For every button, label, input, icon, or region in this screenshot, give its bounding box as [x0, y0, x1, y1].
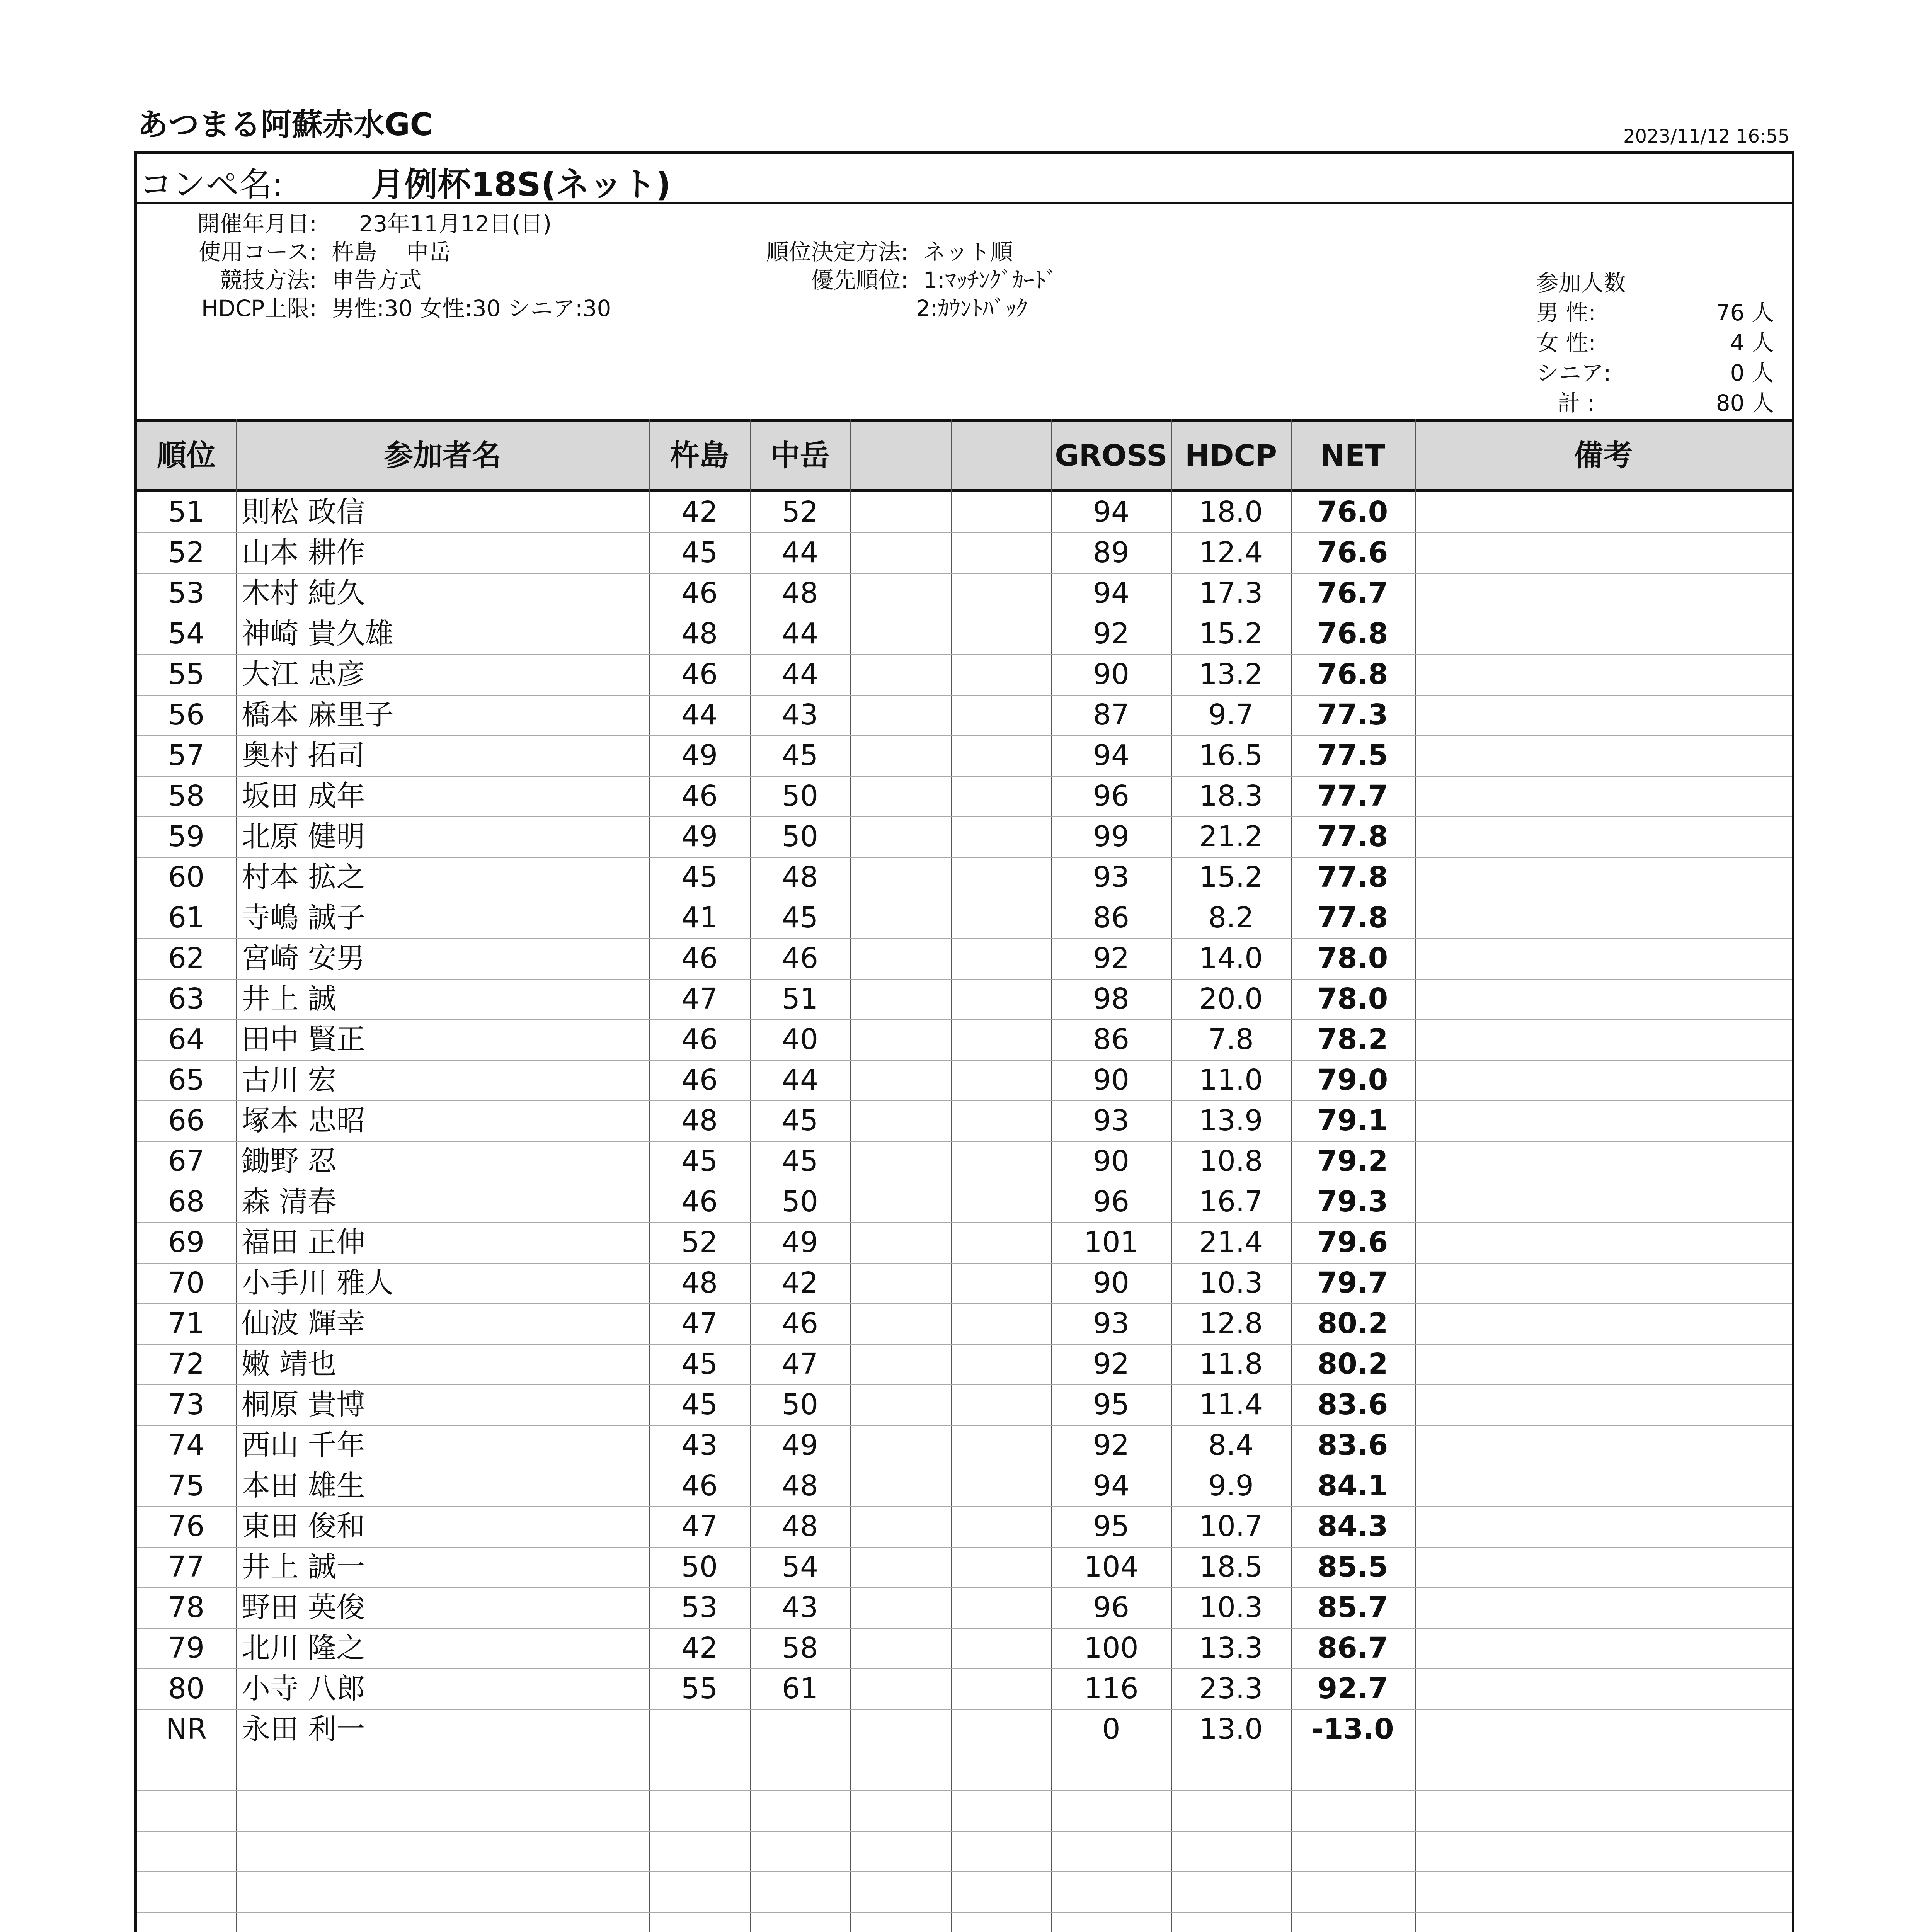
cell-nakadake: 48 — [781, 1469, 819, 1502]
cell-hdcp: 18.5 — [1199, 1550, 1263, 1583]
cell-rank: 59 — [168, 820, 205, 853]
cell-kishima: 46 — [681, 942, 718, 975]
info-course — [147, 234, 451, 266]
cell-nakadake: 45 — [781, 739, 819, 772]
cell-rank: 73 — [168, 1388, 205, 1421]
cell-hdcp: 9.7 — [1208, 698, 1254, 731]
cell-rank: 63 — [168, 982, 205, 1015]
cell-kishima: 47 — [681, 1510, 718, 1543]
cell-net: 79.2 — [1317, 1145, 1388, 1178]
column-divider — [951, 419, 952, 1932]
cell-net: 78.2 — [1317, 1023, 1388, 1056]
participants-total-label: 計 : — [1558, 390, 1595, 416]
cell-nakadake: 54 — [781, 1550, 819, 1583]
cell-rank: 57 — [168, 739, 205, 772]
cell-net: 76.7 — [1317, 577, 1388, 610]
cell-hdcp: 21.2 — [1199, 820, 1263, 853]
cell-kishima: 46 — [681, 577, 718, 610]
cell-hdcp: 16.5 — [1199, 739, 1263, 772]
cell-hdcp: 17.3 — [1199, 577, 1263, 610]
cell-net: 79.7 — [1317, 1266, 1388, 1299]
col-header-hdcp: HDCP — [1185, 438, 1277, 473]
cell-rank: 64 — [168, 1023, 205, 1056]
cell-name: 橋本 麻里子 — [242, 698, 394, 731]
cell-kishima: 48 — [681, 617, 718, 650]
cell-kishima: 45 — [681, 1388, 718, 1421]
cell-gross: 92 — [1093, 942, 1130, 975]
cell-hdcp: 10.8 — [1199, 1145, 1263, 1178]
cell-nakadake: 61 — [781, 1672, 819, 1705]
cell-name: 西山 千年 — [242, 1429, 365, 1462]
cell-hdcp: 8.4 — [1208, 1429, 1254, 1462]
cell-rank: 66 — [168, 1104, 205, 1137]
cell-name: 東田 俊和 — [242, 1510, 365, 1543]
participants-female-label: 女 性: — [1536, 330, 1596, 356]
cell-hdcp: 13.9 — [1199, 1104, 1263, 1137]
cell-kishima: 45 — [681, 1145, 718, 1178]
cell-nakadake: 44 — [781, 536, 819, 569]
info-course-label: 使用コース: — [198, 239, 317, 265]
info-date-value: 23年11月12日(日) — [359, 211, 552, 237]
cell-gross: 94 — [1093, 1469, 1130, 1502]
cell-nakadake: 43 — [781, 698, 819, 731]
cell-rank: 71 — [168, 1307, 205, 1340]
cell-rank: 67 — [168, 1145, 205, 1178]
cell-net: 77.3 — [1317, 698, 1388, 731]
info-ranking — [727, 234, 1013, 266]
cell-name: 小寺 八郎 — [242, 1672, 365, 1705]
cell-gross: 86 — [1093, 1023, 1130, 1056]
cell-nakadake: 45 — [781, 901, 819, 934]
cell-rank: 74 — [168, 1429, 205, 1462]
info-priority-2: 2:ｶｳﾝﾄﾊﾞｯｸ — [916, 295, 1028, 321]
info-hdcp-label: HDCP上限: — [201, 295, 317, 321]
cell-hdcp: 11.0 — [1199, 1063, 1263, 1097]
cell-rank: 68 — [168, 1185, 205, 1218]
cell-rank: 65 — [168, 1063, 205, 1097]
cell-gross: 95 — [1093, 1510, 1130, 1543]
cell-kishima: 46 — [681, 779, 718, 813]
cell-net: 79.0 — [1317, 1063, 1388, 1097]
cell-net: 83.6 — [1317, 1429, 1388, 1462]
info-ranking-label: 順位決定方法: — [766, 239, 908, 265]
cell-gross: 101 — [1084, 1226, 1139, 1259]
cell-gross: 90 — [1093, 1063, 1130, 1097]
cell-rank: 61 — [168, 901, 205, 934]
cell-kishima: 45 — [681, 1347, 718, 1381]
cell-nakadake: 42 — [781, 1266, 819, 1299]
cell-nakadake: 58 — [781, 1631, 819, 1665]
cell-gross: 87 — [1093, 698, 1130, 731]
cell-nakadake: 44 — [781, 617, 819, 650]
row-divider — [137, 1790, 1792, 1791]
cell-hdcp: 7.8 — [1208, 1023, 1254, 1056]
info-hdcp-value: 男性:30 女性:30 シニア:30 — [332, 295, 611, 321]
info-method — [147, 262, 421, 294]
cell-kishima: 46 — [681, 1023, 718, 1056]
cell-rank: 69 — [168, 1226, 205, 1259]
cell-net: 79.3 — [1317, 1185, 1388, 1218]
info-priority-1: 1:ﾏｯﾁﾝｸﾞｶｰﾄﾞ — [923, 267, 1057, 293]
cell-nakadake: 45 — [781, 1145, 819, 1178]
cell-gross: 96 — [1093, 779, 1130, 813]
cell-hdcp: 15.2 — [1199, 617, 1263, 650]
cell-nakadake: 44 — [781, 1063, 819, 1097]
col-header-gross: GROSS — [1055, 438, 1168, 473]
cell-net: 77.8 — [1317, 901, 1388, 934]
cell-name: 奥村 拓司 — [242, 739, 365, 772]
cell-hdcp: 10.3 — [1199, 1266, 1263, 1299]
cell-gross: 99 — [1093, 820, 1130, 853]
cell-hdcp: 20.0 — [1199, 982, 1263, 1015]
cell-net: 84.1 — [1317, 1469, 1388, 1502]
cell-gross: 96 — [1093, 1591, 1130, 1624]
cell-rank: 53 — [168, 577, 205, 610]
cell-kishima: 52 — [681, 1226, 718, 1259]
cell-nakadake: 49 — [781, 1226, 819, 1259]
cell-kishima: 50 — [681, 1550, 718, 1583]
column-divider — [1415, 419, 1416, 1932]
cell-nakadake: 47 — [781, 1347, 819, 1381]
cell-rank: 55 — [168, 658, 205, 691]
cell-net: 92.7 — [1317, 1672, 1388, 1705]
cell-gross: 89 — [1093, 536, 1130, 569]
cell-name: 北川 隆之 — [242, 1631, 365, 1665]
cell-net: 85.5 — [1317, 1550, 1388, 1583]
col-header-kishima: 杵島 — [670, 438, 729, 473]
cell-name: 塚本 忠昭 — [242, 1104, 365, 1137]
competition-label: コンペ名: — [139, 165, 283, 204]
cell-hdcp: 13.3 — [1199, 1631, 1263, 1665]
cell-name: 小手川 雅人 — [242, 1266, 394, 1299]
cell-net: 76.6 — [1317, 536, 1388, 569]
cell-nakadake — [750, 1709, 850, 1750]
cell-hdcp: 16.7 — [1199, 1185, 1263, 1218]
cell-gross: 100 — [1084, 1631, 1139, 1665]
cell-net: 77.5 — [1317, 739, 1388, 772]
cell-name: 大江 忠彦 — [242, 658, 365, 691]
info-method-value: 申告方式 — [332, 267, 422, 293]
cell-nakadake: 52 — [781, 495, 819, 529]
cell-nakadake: 51 — [781, 982, 819, 1015]
cell-rank: 76 — [168, 1510, 205, 1543]
cell-kishima: 45 — [681, 536, 718, 569]
cell-name: 村本 拡之 — [242, 861, 365, 894]
cell-gross: 93 — [1093, 1307, 1130, 1340]
cell-nakadake: 50 — [781, 779, 819, 813]
cell-net: 77.7 — [1317, 779, 1388, 813]
cell-nakadake: 40 — [781, 1023, 819, 1056]
cell-net: 79.1 — [1317, 1104, 1388, 1137]
col-header-rank: 順位 — [157, 438, 216, 473]
cell-gross: 95 — [1093, 1388, 1130, 1421]
col-header-remarks: 備考 — [1574, 438, 1633, 473]
info-hdcp — [147, 290, 611, 323]
cell-name: 神崎 貴久雄 — [242, 617, 394, 650]
participants-senior-label: シニア: — [1536, 360, 1611, 386]
cell-name: 山本 耕作 — [242, 536, 365, 569]
cell-rank: 51 — [168, 495, 205, 529]
cell-name: 田中 賢正 — [242, 1023, 365, 1056]
cell-kishima: 42 — [681, 495, 718, 529]
cell-rank: 52 — [168, 536, 205, 569]
cell-net: 80.2 — [1317, 1307, 1388, 1340]
cell-name: 嫩 靖也 — [242, 1347, 337, 1381]
cell-nakadake: 46 — [781, 942, 819, 975]
cell-gross: 93 — [1093, 861, 1130, 894]
cell-kishima: 46 — [681, 1185, 718, 1218]
cell-hdcp: 15.2 — [1199, 861, 1263, 894]
cell-kishima: 43 — [681, 1429, 718, 1462]
cell-name: 永田 利一 — [242, 1713, 365, 1746]
cell-rank: 60 — [168, 861, 205, 894]
cell-name: 鋤野 忍 — [242, 1145, 337, 1178]
cell-name: 宮崎 安男 — [242, 942, 365, 975]
cell-name: 森 清春 — [242, 1185, 337, 1218]
cell-gross: 90 — [1093, 1266, 1130, 1299]
cell-hdcp: 12.4 — [1199, 536, 1263, 569]
cell-hdcp: 23.3 — [1199, 1672, 1263, 1705]
cell-hdcp: 12.8 — [1199, 1307, 1263, 1340]
cell-kishima: 49 — [681, 739, 718, 772]
cell-rank: 58 — [168, 779, 205, 813]
cell-net: 76.0 — [1317, 495, 1388, 529]
cell-rank: 78 — [168, 1591, 205, 1624]
cell-kishima: 45 — [681, 861, 718, 894]
column-divider — [236, 419, 237, 1932]
cell-rank: 54 — [168, 617, 205, 650]
cell-net: -13.0 — [1311, 1713, 1394, 1746]
cell-nakadake: 49 — [781, 1429, 819, 1462]
cell-nakadake: 48 — [781, 577, 819, 610]
cell-name: 仙波 輝幸 — [242, 1307, 365, 1340]
row-divider — [137, 1871, 1792, 1872]
cell-rank: 80 — [168, 1672, 205, 1705]
cell-net: 76.8 — [1317, 617, 1388, 650]
cell-hdcp: 13.0 — [1199, 1713, 1263, 1746]
info-method-label: 競技方法: — [220, 267, 317, 293]
cell-kishima: 55 — [681, 1672, 718, 1705]
cell-nakadake: 50 — [781, 820, 819, 853]
cell-nakadake: 44 — [781, 658, 819, 691]
cell-kishima: 47 — [681, 982, 718, 1015]
col-header-nakadake: 中岳 — [771, 438, 829, 473]
cell-net: 78.0 — [1317, 982, 1388, 1015]
cell-kishima: 41 — [681, 901, 718, 934]
cell-gross: 98 — [1093, 982, 1130, 1015]
cell-kishima: 42 — [681, 1631, 718, 1665]
cell-gross: 90 — [1093, 1145, 1130, 1178]
col-header-net: NET — [1320, 438, 1385, 473]
cell-net: 78.0 — [1317, 942, 1388, 975]
cell-nakadake: 43 — [781, 1591, 819, 1624]
cell-name: 北原 健明 — [242, 820, 365, 853]
info-priority — [727, 262, 1057, 294]
info-date-label: 開催年月日: — [197, 211, 317, 237]
cell-name: 桐原 貴博 — [242, 1388, 365, 1421]
cell-gross: 96 — [1093, 1185, 1130, 1218]
cell-hdcp: 18.3 — [1199, 779, 1263, 813]
cell-rank: 72 — [168, 1347, 205, 1381]
cell-gross: 90 — [1093, 658, 1130, 691]
cell-net: 83.6 — [1317, 1388, 1388, 1421]
cell-hdcp: 21.4 — [1199, 1226, 1263, 1259]
cell-rank: 79 — [168, 1631, 205, 1665]
cell-nakadake: 50 — [781, 1388, 819, 1421]
cell-name: 本田 雄生 — [242, 1469, 365, 1502]
cell-net: 76.8 — [1317, 658, 1388, 691]
cell-kishima: 46 — [681, 1063, 718, 1097]
info-date — [147, 206, 552, 238]
cell-name: 則松 政信 — [242, 495, 365, 529]
cell-name: 寺嶋 誠子 — [242, 901, 365, 934]
col-header-name: 参加者名 — [384, 438, 501, 473]
print-timestamp: 2023/11/12 16:55 — [1623, 126, 1790, 147]
cell-hdcp: 13.2 — [1199, 658, 1263, 691]
cell-hdcp: 9.9 — [1208, 1469, 1254, 1502]
row-divider — [137, 1912, 1792, 1913]
info-course-value: 杵島 中岳 — [332, 239, 451, 265]
cell-rank: 62 — [168, 942, 205, 975]
info-ranking-value: ネット順 — [923, 239, 1013, 265]
cell-hdcp: 14.0 — [1199, 942, 1263, 975]
competition-name: 月例杯18S(ネット) — [371, 165, 671, 204]
cell-net: 80.2 — [1317, 1347, 1388, 1381]
cell-gross: 94 — [1093, 739, 1130, 772]
cell-gross: 92 — [1093, 1429, 1130, 1462]
cell-kishima: 46 — [681, 658, 718, 691]
cell-hdcp: 11.8 — [1199, 1347, 1263, 1381]
cell-name: 井上 誠一 — [242, 1550, 365, 1583]
cell-rank: 77 — [168, 1550, 205, 1583]
cell-gross: 92 — [1093, 617, 1130, 650]
participants-female-value: 4 人 — [1730, 330, 1774, 356]
cell-name: 野田 英俊 — [242, 1591, 365, 1624]
cell-name: 福田 正伸 — [242, 1226, 365, 1259]
participants-title: 参加人数 — [1536, 270, 1626, 296]
cell-kishima: 49 — [681, 820, 718, 853]
cell-kishima: 46 — [681, 1469, 718, 1502]
cell-kishima: 53 — [681, 1591, 718, 1624]
cell-hdcp: 10.7 — [1199, 1510, 1263, 1543]
cell-rank: 56 — [168, 698, 205, 731]
club-name: あつまる阿蘇赤水GC — [137, 107, 433, 143]
cell-gross: 86 — [1093, 901, 1130, 934]
cell-kishima: 48 — [681, 1104, 718, 1137]
cell-gross: 93 — [1093, 1104, 1130, 1137]
cell-net: 79.6 — [1317, 1226, 1388, 1259]
row-divider — [137, 1831, 1792, 1832]
cell-gross: 94 — [1093, 577, 1130, 610]
cell-nakadake: 50 — [781, 1185, 819, 1218]
participants-total-value: 80 人 — [1716, 390, 1774, 416]
cell-gross: 104 — [1084, 1550, 1139, 1583]
cell-kishima: 44 — [681, 698, 718, 731]
cell-hdcp: 8.2 — [1208, 901, 1254, 934]
cell-gross: 94 — [1093, 495, 1130, 529]
cell-hdcp: 18.0 — [1199, 495, 1263, 529]
cell-name: 井上 誠 — [242, 982, 337, 1015]
cell-nakadake: 46 — [781, 1307, 819, 1340]
cell-net: 86.7 — [1317, 1631, 1388, 1665]
cell-hdcp: 10.3 — [1199, 1591, 1263, 1624]
participants-male-value: 76 人 — [1716, 299, 1774, 326]
cell-gross: 0 — [1102, 1713, 1120, 1746]
cell-gross: 116 — [1084, 1672, 1139, 1705]
cell-hdcp: 11.4 — [1199, 1388, 1263, 1421]
cell-nakadake: 45 — [781, 1104, 819, 1137]
cell-net: 84.3 — [1317, 1510, 1388, 1543]
cell-kishima: 48 — [681, 1266, 718, 1299]
cell-name: 坂田 成年 — [242, 779, 365, 813]
cell-nakadake: 48 — [781, 861, 819, 894]
participants-senior-value: 0 人 — [1730, 360, 1774, 386]
cell-kishima: 47 — [681, 1307, 718, 1340]
cell-net: 85.7 — [1317, 1591, 1388, 1624]
cell-net: 77.8 — [1317, 820, 1388, 853]
column-divider — [850, 419, 851, 1932]
cell-rank: 70 — [168, 1266, 205, 1299]
info-priority-label: 優先順位: — [811, 267, 908, 293]
cell-kishima — [649, 1709, 750, 1750]
cell-name: 古川 宏 — [242, 1063, 337, 1097]
cell-name: 木村 純久 — [242, 577, 365, 610]
cell-gross: 92 — [1093, 1347, 1130, 1381]
cell-nakadake: 48 — [781, 1510, 819, 1543]
cell-rank: 75 — [168, 1469, 205, 1502]
cell-net: 77.8 — [1317, 861, 1388, 894]
participants-male-label: 男 性: — [1536, 299, 1596, 326]
cell-rank: NR — [165, 1713, 207, 1746]
